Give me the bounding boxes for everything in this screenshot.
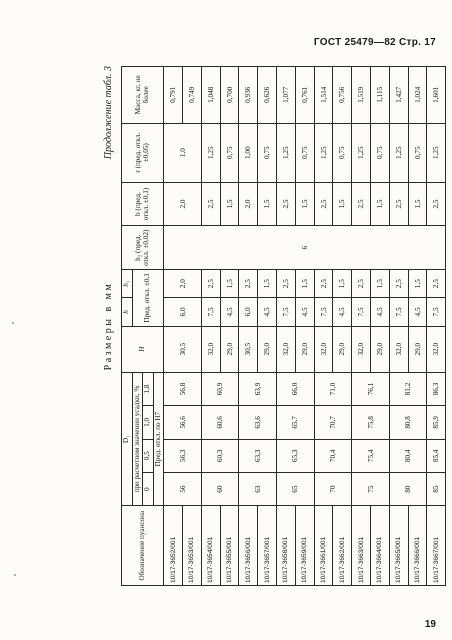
cell-r: 0,75 <box>371 123 390 182</box>
table-row <box>389 67 408 586</box>
cell-b: 1,5 <box>371 182 390 226</box>
header-shrink-10: 1,0 <box>143 406 154 439</box>
cell-h1: 2,5 <box>352 270 371 298</box>
table-body <box>164 67 446 586</box>
cell-d18: 76,1 <box>352 372 390 405</box>
cell-h1: 1,5 <box>258 270 277 298</box>
cell-designation: 10/17-3659/001 <box>295 506 314 586</box>
cell-H: 32,0 <box>427 326 446 372</box>
cell-mass: 1,427 <box>389 67 408 124</box>
cell-mass: 0,626 <box>258 67 277 124</box>
header-shrinkage: при расчетном значении усадки, % <box>132 372 143 506</box>
cell-designation: 10/17-3656/001 <box>239 506 258 586</box>
cell-h1: 2,5 <box>239 270 258 298</box>
table-row <box>220 67 239 586</box>
table-continuation-label: Продолжение табл. 3 <box>103 66 114 160</box>
page-header: ГОСТ 25479—82 Стр. 17 <box>313 37 436 48</box>
cell-d05: 60,3 <box>201 439 239 472</box>
cell-d10: 56,6 <box>164 406 202 439</box>
header-h: h <box>122 298 133 326</box>
cell-designation: 10/17-3662/001 <box>333 506 352 586</box>
header-designation: Обозначение пуансона <box>122 506 164 586</box>
cell-d18: 71,0 <box>314 372 352 405</box>
cell-b: 2,0 <box>239 182 258 226</box>
cell-designation: 10/17-3654/001 <box>201 506 220 586</box>
cell-designation: 10/17-3653/001 <box>183 506 202 586</box>
cell-d10: 80,8 <box>389 406 427 439</box>
cell-r: 0,75 <box>220 123 239 182</box>
cell-h: 6,0 <box>239 298 258 326</box>
cell-b: 2,5 <box>201 182 220 226</box>
cell-mass: 0,791 <box>164 67 183 124</box>
cell-r: 0,75 <box>258 123 277 182</box>
cell-d18: 63,9 <box>239 372 277 405</box>
cell-d0: 70 <box>314 472 352 505</box>
header-h2: h₂ (пред. откл. ±0,02) <box>122 226 164 270</box>
table-row <box>427 67 446 586</box>
cell-d0: 85 <box>427 472 446 505</box>
cell-r: 1,25 <box>277 123 296 182</box>
table-row <box>258 67 277 586</box>
cell-mass: 0,936 <box>239 67 258 124</box>
cell-h1: 2,5 <box>314 270 333 298</box>
cell-h: 4,5 <box>408 298 427 326</box>
cell-h1: 1,5 <box>333 270 352 298</box>
cell-h1: 2,5 <box>277 270 296 298</box>
cell-h: 7,5 <box>314 298 333 326</box>
table-row <box>277 67 296 586</box>
cell-h: 7,5 <box>427 298 446 326</box>
cell-h1: 2,5 <box>427 270 446 298</box>
cell-mass: 0,756 <box>333 67 352 124</box>
cell-d0: 80 <box>389 472 427 505</box>
cell-designation: 10/17-3666/001 <box>408 506 427 586</box>
cell-r: 1,25 <box>427 123 446 182</box>
cell-d0: 75 <box>352 472 390 505</box>
cell-r: 0,75 <box>408 123 427 182</box>
cell-designation: 10/17-3655/001 <box>220 506 239 586</box>
cell-h2: 6 <box>164 226 446 270</box>
cell-mass: 1,514 <box>314 67 333 124</box>
page-number: 19 <box>424 619 436 630</box>
cell-d05: 75,4 <box>352 439 390 472</box>
cell-r: 1,25 <box>352 123 371 182</box>
cell-h1: 1,5 <box>295 270 314 298</box>
cell-h1: 1,5 <box>220 270 239 298</box>
cell-mass: 1,115 <box>371 67 390 124</box>
table-row <box>408 67 427 586</box>
cell-H: 32,0 <box>352 326 371 372</box>
cell-mass: 1,519 <box>352 67 371 124</box>
cell-d10: 63,6 <box>239 406 277 439</box>
header-b: b (пред. откл. ±0,1) <box>122 182 164 226</box>
cell-mass: 1,601 <box>427 67 446 124</box>
cell-b: 2,5 <box>427 182 446 226</box>
cell-h: 7,5 <box>201 298 220 326</box>
header-mass: Масса, кг, не более <box>122 67 164 124</box>
cell-h: 4,5 <box>220 298 239 326</box>
cell-d0: 65 <box>277 472 315 505</box>
cell-d05: 63,3 <box>239 439 277 472</box>
header-h1: h₁ <box>122 270 133 298</box>
cell-H: 29,0 <box>258 326 277 372</box>
cell-h1: 2,5 <box>201 270 220 298</box>
cell-r: 1,0 <box>164 123 202 182</box>
caption-row <box>103 66 121 586</box>
cell-d05: 65,3 <box>277 439 315 472</box>
cell-r: 1,25 <box>314 123 333 182</box>
table-row <box>371 67 390 586</box>
cell-H: 32,0 <box>314 326 333 372</box>
header-d1: D₁ <box>122 372 133 506</box>
cell-H: 32,0 <box>277 326 296 372</box>
table-row <box>164 67 183 586</box>
cell-r: 1,25 <box>201 123 220 182</box>
cell-d10: 60,6 <box>201 406 239 439</box>
cell-designation: 10/17-3661/001 <box>314 506 333 586</box>
cell-designation: 10/17-3663/001 <box>352 506 371 586</box>
cell-d0: 56 <box>164 472 202 505</box>
cell-H: 32,0 <box>389 326 408 372</box>
cell-d10: 65,7 <box>277 406 315 439</box>
header-r: r (пред. откл. ±0,05) <box>122 123 164 182</box>
cell-mass: 0,749 <box>183 67 202 124</box>
cell-mass: 0,761 <box>295 67 314 124</box>
cell-H: 30,5 <box>164 326 202 372</box>
cell-b: 2,5 <box>314 182 333 226</box>
cell-H: 29,0 <box>220 326 239 372</box>
table-row <box>295 67 314 586</box>
cell-designation: 10/17-3667/001 <box>427 506 446 586</box>
cell-H: 32,0 <box>201 326 220 372</box>
header-H: H <box>122 326 164 372</box>
header-tolerance-h7: Пред. откл. по H7 <box>153 372 164 506</box>
margin-mark <box>12 322 14 324</box>
cell-H: 29,0 <box>371 326 390 372</box>
cell-d18: 60,9 <box>201 372 239 405</box>
cell-d05: 85,4 <box>427 439 446 472</box>
cell-designation: 10/17-3652/001 <box>164 506 183 586</box>
cell-r: 0,75 <box>295 123 314 182</box>
cell-h1: 1,5 <box>408 270 427 298</box>
cell-d18: 86,3 <box>427 372 446 405</box>
cell-r: 1,00 <box>239 123 258 182</box>
table-row <box>333 67 352 586</box>
cell-designation: 10/17-3657/001 <box>258 506 277 586</box>
cell-d05: 80,4 <box>389 439 427 472</box>
header-h-tolerance: Пред. откл. ±0,1 <box>132 270 164 327</box>
cell-d18: 81,2 <box>389 372 427 405</box>
rotated-table-block <box>103 66 441 586</box>
cell-mass: 1,077 <box>277 67 296 124</box>
header-shrink-0: 0 <box>143 472 154 505</box>
header-shrink-05: 0,5 <box>143 439 154 472</box>
cell-designation: 10/17-3658/001 <box>277 506 296 586</box>
header-shrink-18: 1,8 <box>143 372 154 405</box>
cell-b: 2,5 <box>352 182 371 226</box>
cell-d18: 66,0 <box>277 372 315 405</box>
table-row <box>314 67 333 586</box>
cell-b: 1,5 <box>295 182 314 226</box>
cell-h1: 2,0 <box>164 270 202 298</box>
cell-designation: 10/17-3665/001 <box>389 506 408 586</box>
cell-d10: 75,8 <box>352 406 390 439</box>
cell-designation: 10/17-3664/001 <box>371 506 390 586</box>
cell-H: 29,0 <box>408 326 427 372</box>
cell-b: 1,5 <box>220 182 239 226</box>
cell-h: 4,5 <box>333 298 352 326</box>
table-row <box>239 67 258 586</box>
cell-r: 0,75 <box>333 123 352 182</box>
cell-d10: 85,9 <box>427 406 446 439</box>
cell-mass: 1,048 <box>201 67 220 124</box>
cell-b: 1,5 <box>408 182 427 226</box>
cell-d18: 56,8 <box>164 372 202 405</box>
cell-b: 1,5 <box>258 182 277 226</box>
cell-h1: 2,5 <box>389 270 408 298</box>
table-row <box>201 67 220 586</box>
cell-H: 29,0 <box>295 326 314 372</box>
cell-h: 7,5 <box>277 298 296 326</box>
cell-d0: 60 <box>201 472 239 505</box>
cell-h: 4,5 <box>258 298 277 326</box>
cell-b: 1,5 <box>333 182 352 226</box>
cell-H: 30,5 <box>239 326 258 372</box>
cell-d0: 63 <box>239 472 277 505</box>
table-row <box>352 67 371 586</box>
cell-h: 4,5 <box>295 298 314 326</box>
cell-h: 7,5 <box>352 298 371 326</box>
table-title: Размеры в мм <box>103 281 114 371</box>
cell-b: 2,5 <box>389 182 408 226</box>
cell-d05: 56,3 <box>164 439 202 472</box>
cell-h1: 1,5 <box>371 270 390 298</box>
cell-H: 29,0 <box>333 326 352 372</box>
cell-r: 1,25 <box>389 123 408 182</box>
cell-h: 6,0 <box>164 298 202 326</box>
cell-mass: 1,024 <box>408 67 427 124</box>
cell-d10: 70,7 <box>314 406 352 439</box>
cell-mass: 0,700 <box>220 67 239 124</box>
cell-b: 2,5 <box>277 182 296 226</box>
margin-mark <box>14 574 16 576</box>
cell-h: 7,5 <box>389 298 408 326</box>
cell-b: 2,0 <box>164 182 202 226</box>
dimensions-table <box>121 66 446 586</box>
cell-d05: 70,4 <box>314 439 352 472</box>
cell-h: 4,5 <box>371 298 390 326</box>
